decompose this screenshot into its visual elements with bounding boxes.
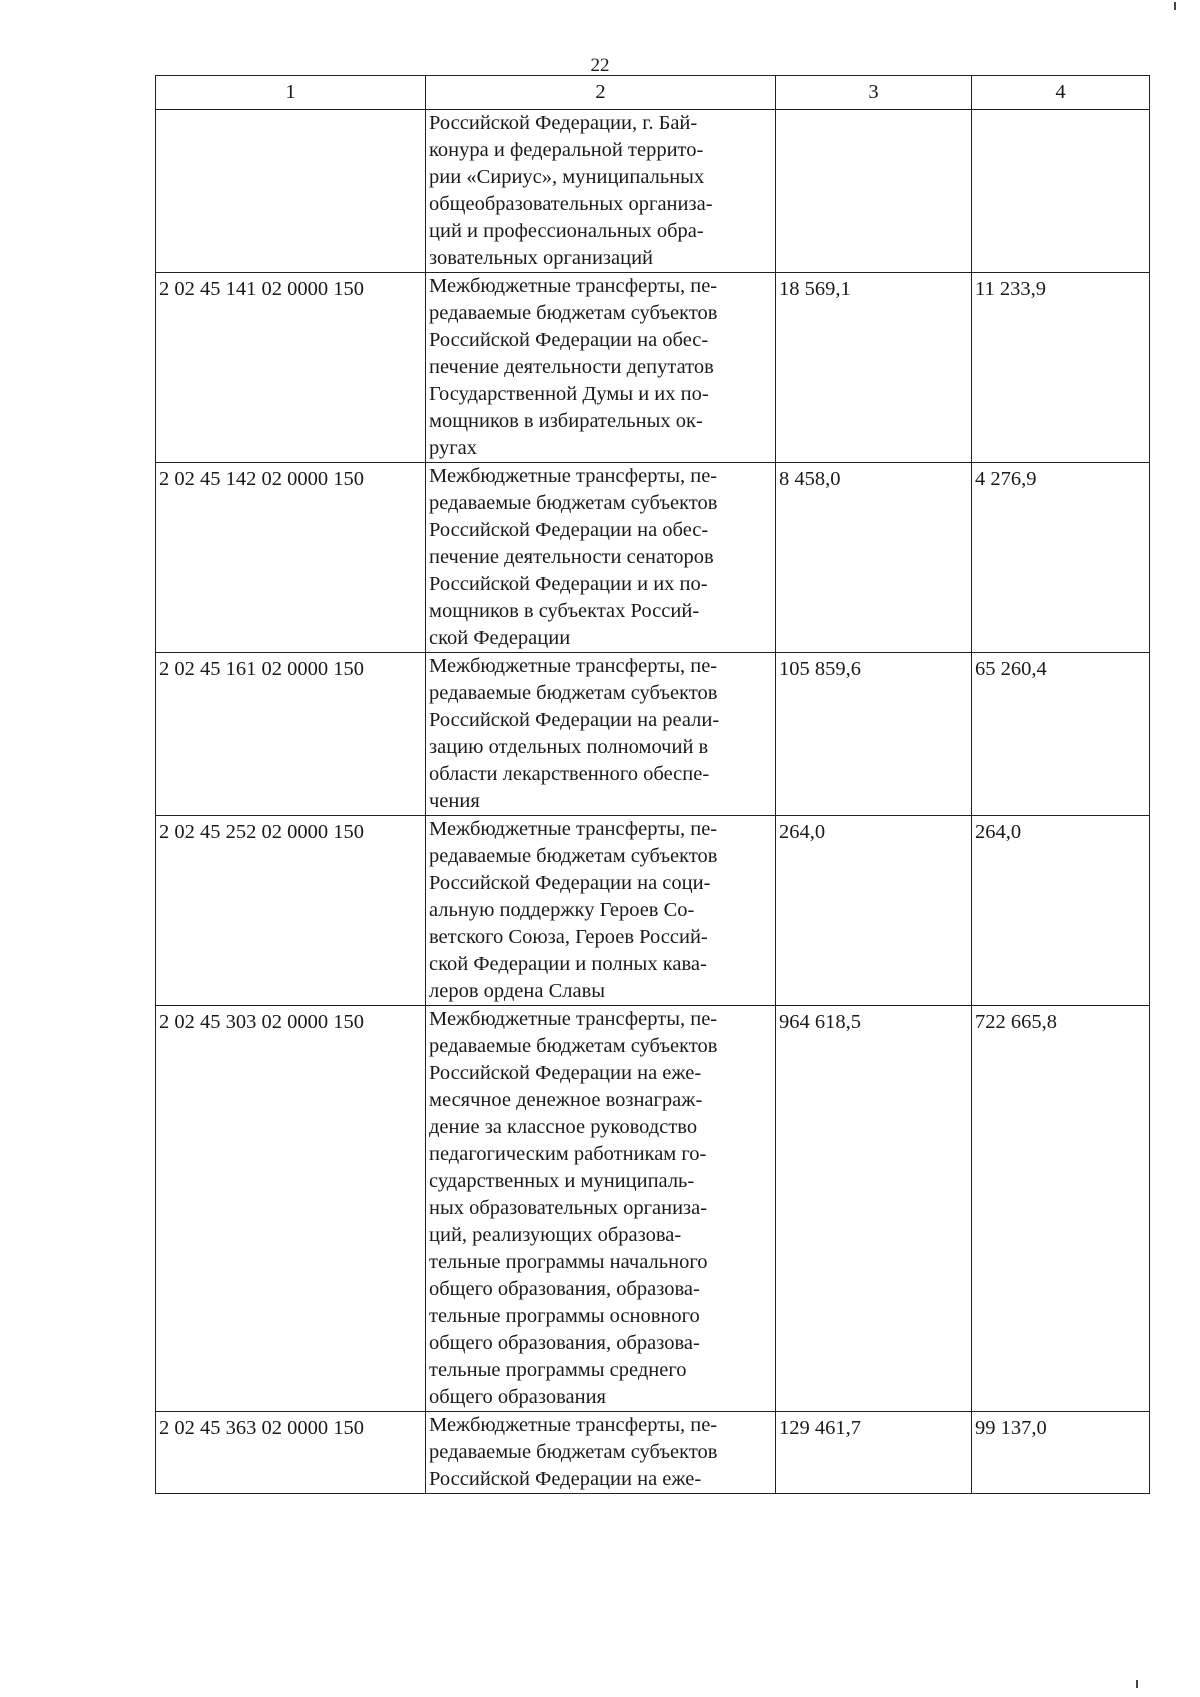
description-line: конура и федеральной террито- — [429, 139, 704, 161]
description-line: Межбюджетные трансферты, пе- — [429, 818, 718, 840]
description-line: дение за классное руководство — [429, 1116, 698, 1138]
amount-col3-cell: 18 569,1 — [776, 273, 972, 463]
description-line: печение деятельности сенаторов — [429, 546, 714, 568]
description-line: чения — [429, 790, 480, 812]
description-cell — [426, 816, 776, 1006]
table-body — [156, 110, 1150, 1494]
table-row — [156, 1412, 1150, 1494]
description-line: тельные программы среднего — [429, 1359, 687, 1381]
description-line: Межбюджетные трансферты, пе- — [429, 655, 718, 677]
description-line: печение деятельности депутатов — [429, 356, 714, 378]
budget-code-cell: 2 02 45 141 02 0000 150 — [156, 273, 426, 463]
description-line: ций, реализующих образова- — [429, 1224, 682, 1246]
description-line: общего образования — [429, 1386, 606, 1408]
description-line: Российской Федерации на еже- — [429, 1062, 702, 1084]
page-number: 22 — [590, 55, 610, 76]
budget-code-cell — [156, 110, 426, 273]
amount-col3-cell: 8 458,0 — [776, 463, 972, 653]
description-cell — [426, 1006, 776, 1412]
description-line: редаваемые бюджетам субъектов — [429, 1441, 718, 1463]
column-header-2: 2 — [426, 76, 776, 110]
amount-col4-cell: 11 233,9 — [972, 273, 1150, 463]
description-line: тельные программы основного — [429, 1305, 700, 1327]
description-line: Межбюджетные трансферты, пе- — [429, 465, 718, 487]
amount-col4-cell: 4 276,9 — [972, 463, 1150, 653]
amount-col4-cell: 722 665,8 — [972, 1006, 1150, 1412]
description-line: редаваемые бюджетам субъектов — [429, 302, 718, 324]
description-line: месячное денежное вознаграж- — [429, 1089, 703, 1111]
table-header-row — [156, 76, 1150, 110]
amount-col3-cell: 105 859,6 — [776, 653, 972, 816]
table-row — [156, 273, 1150, 463]
budget-table — [155, 75, 1150, 1494]
description-line: зовательных организаций — [429, 247, 654, 269]
column-header-3: 3 — [776, 76, 972, 110]
description-line: зацию отдельных полномочий в — [429, 736, 709, 758]
description-cell — [426, 463, 776, 653]
description-cell — [426, 653, 776, 816]
description-line: ных образовательных организа- — [429, 1197, 708, 1219]
amount-col3-cell: 129 461,7 — [776, 1412, 972, 1494]
amount-col3-cell — [776, 110, 972, 273]
description-line: сударственных и муниципаль- — [429, 1170, 695, 1192]
description-line: редаваемые бюджетам субъектов — [429, 1035, 718, 1057]
budget-code-cell: 2 02 45 303 02 0000 150 — [156, 1006, 426, 1412]
description-line: мощников в субъектах Россий- — [429, 600, 700, 622]
amount-col3-cell: 264,0 — [776, 816, 972, 1006]
scan-mark — [1174, 2, 1176, 10]
description-line: общего образования, образова- — [429, 1332, 700, 1354]
description-line: ской Федерации — [429, 627, 571, 649]
description-line: Российской Федерации и их по- — [429, 573, 708, 595]
description-line: леров ордена Славы — [429, 980, 606, 1002]
description-line: Межбюджетные трансферты, пе- — [429, 275, 718, 297]
description-line: ветского Союза, Героев Россий- — [429, 926, 708, 948]
description-line: общеобразовательных организа- — [429, 193, 713, 215]
description-line: ций и профессиональных обра- — [429, 220, 704, 242]
description-line: педагогическим работникам го- — [429, 1143, 707, 1165]
column-header-1: 1 — [156, 76, 426, 110]
description-cell — [426, 1412, 776, 1494]
description-line: Межбюджетные трансферты, пе- — [429, 1414, 718, 1436]
amount-col4-cell: 65 260,4 — [972, 653, 1150, 816]
column-header-4: 4 — [972, 76, 1150, 110]
budget-code-cell: 2 02 45 252 02 0000 150 — [156, 816, 426, 1006]
budget-code-cell: 2 02 45 142 02 0000 150 — [156, 463, 426, 653]
table-row — [156, 653, 1150, 816]
amount-col4-cell — [972, 110, 1150, 273]
budget-code-cell: 2 02 45 161 02 0000 150 — [156, 653, 426, 816]
description-line: Российской Федерации на обес- — [429, 329, 709, 351]
description-line: тельные программы начального — [429, 1251, 708, 1273]
description-line: области лекарственного обеспе- — [429, 763, 710, 785]
description-line: Российской Федерации на соци- — [429, 872, 711, 894]
description-line: редаваемые бюджетам субъектов — [429, 682, 718, 704]
description-line: Российской Федерации на еже- — [429, 1468, 702, 1490]
description-line: Межбюджетные трансферты, пе- — [429, 1008, 718, 1030]
table-row — [156, 110, 1150, 273]
description-line: общего образования, образова- — [429, 1278, 700, 1300]
description-line: ской Федерации и полных кава- — [429, 953, 707, 975]
description-cell — [426, 273, 776, 463]
description-line: редаваемые бюджетам субъектов — [429, 492, 718, 514]
amount-col4-cell: 99 137,0 — [972, 1412, 1150, 1494]
table-row — [156, 463, 1150, 653]
table-row — [156, 816, 1150, 1006]
description-line: редаваемые бюджетам субъектов — [429, 845, 718, 867]
description-line: ругах — [429, 437, 477, 459]
amount-col3-cell: 964 618,5 — [776, 1006, 972, 1412]
description-line: Российской Федерации на обес- — [429, 519, 709, 541]
description-line: Российской Федерации на реали- — [429, 709, 720, 731]
table-row — [156, 1006, 1150, 1412]
budget-code-cell: 2 02 45 363 02 0000 150 — [156, 1412, 426, 1494]
description-line: рии «Сириус», муниципальных — [429, 166, 705, 188]
description-line: мощников в избирательных ок- — [429, 410, 703, 432]
amount-col4-cell: 264,0 — [972, 816, 1150, 1006]
description-line: Российской Федерации, г. Бай- — [429, 112, 698, 134]
description-cell — [426, 110, 776, 273]
description-line: альную поддержку Героев Со- — [429, 899, 695, 921]
description-line: Государственной Думы и их по- — [429, 383, 709, 405]
scan-mark — [1136, 1680, 1138, 1688]
